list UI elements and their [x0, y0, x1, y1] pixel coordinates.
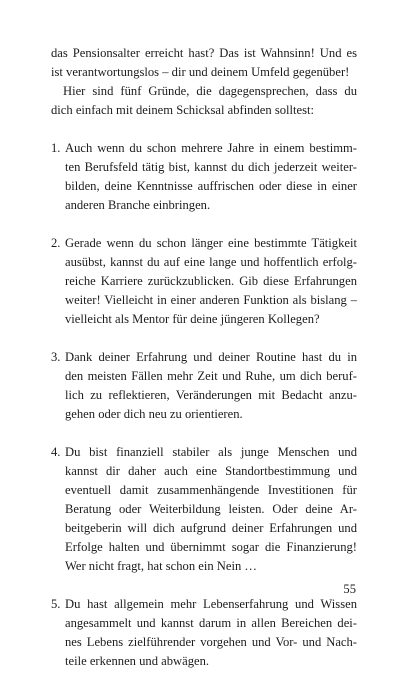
text-line: das Pensionsalter erreicht hast? Das ist Wahnsinn! Und es: [51, 46, 357, 60]
text-line: reiche Karriere zurückzublicken. Gib diese Erfahrungen: [65, 274, 357, 288]
list-item: [51, 595, 357, 671]
list-item-body: [65, 348, 357, 424]
list-item-body: [65, 139, 357, 215]
text-line: ausübst, kannst du auf eine lange und hoffentlich erfolg-: [65, 255, 357, 269]
text-line: Erfolge halten und übernimmt sogar die Finanzierung!: [65, 540, 357, 554]
list-item-body: [65, 234, 357, 329]
list-item-body: [65, 595, 357, 671]
list-item: [51, 443, 357, 576]
text-line: bilden, deine Kenntnisse auffrischen oder diese in einer: [65, 179, 357, 193]
list-number: 5.: [51, 597, 61, 611]
text-line: gehen oder dich neu zu orientieren.: [65, 407, 243, 421]
list-item: [51, 348, 357, 424]
text-line: dich einfach mit deinem Schicksal abfinden solltest:: [51, 103, 314, 117]
text-line: nes Lebens zielführender vorgehen und Vor- und Nach-: [65, 635, 357, 649]
text-line: Auch wenn du schon mehrere Jahre in einem bestimm-: [65, 141, 357, 155]
list-item-body: [65, 443, 357, 576]
text-line: beitgeberin will dich aufgrund deiner Erfahrungen und: [65, 521, 357, 535]
text-line: weiter! Vielleicht in einer anderen Funktion als bislang –: [65, 293, 357, 307]
text-line: Beratung oder Weiterbildung leisten. Oder deine Ar-: [65, 502, 357, 516]
text-line: vielleicht als Mentor für deine jüngeren Kollegen?: [65, 312, 320, 326]
text-line: angesammelt und kannst darum in allen Bereichen dei-: [65, 616, 357, 630]
list-number: 4.: [51, 445, 61, 459]
text-line: anderen Branche einbringen.: [65, 198, 211, 212]
text-line: teile erkennen und abwägen.: [65, 654, 210, 668]
text-line: den meisten Fällen mehr Zeit und Ruhe, um dich beruf-: [65, 369, 357, 383]
text-line: Gerade wenn du schon länger eine bestimmte Tätigkeit: [65, 236, 357, 250]
list-number: 3.: [51, 350, 61, 364]
text-line: eventuell damit zusammenhängende Investitionen für: [65, 483, 357, 497]
text-line: Du hast allgemein mehr Lebenserfahrung und Wissen: [65, 597, 357, 611]
text-line: lich zu reflektieren, Veränderungen mit Bedacht anzu-: [65, 388, 357, 402]
text-line: Hier sind fünf Gründe, die dagegensprechen, dass du: [63, 84, 357, 98]
list-number: 2.: [51, 236, 61, 250]
text-line: ist verantwortungslos – dir und deinem Umfeld gegenüber!: [51, 65, 350, 79]
text-line: ten Berufsfeld tätig bist, kannst du dich jederzeit weiter-: [65, 160, 357, 174]
reasons-list: [51, 139, 357, 671]
text-line: Dank deiner Erfahrung und deiner Routine hast du in: [65, 350, 357, 364]
page-text: [51, 44, 357, 690]
text-line: Du bist finanziell stabiler als junge Menschen und: [65, 445, 357, 459]
list-item: [51, 139, 357, 215]
intro-paragraph: [51, 44, 357, 120]
list-item: [51, 234, 357, 329]
text-line: Wer nicht fragt, hat schon ein Nein …: [65, 559, 258, 573]
page-number: 55: [343, 582, 356, 596]
text-line: kannst dir daher auch eine Standortbestimmung und: [65, 464, 357, 478]
list-number: 1.: [51, 141, 61, 155]
